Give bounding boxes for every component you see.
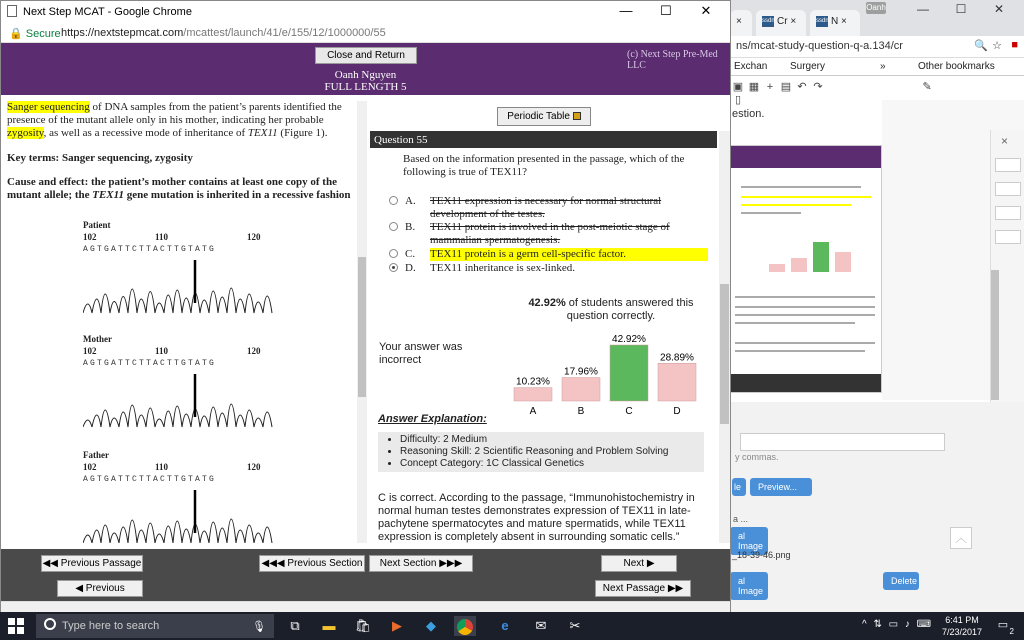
window-title-bar xyxy=(1,1,730,23)
background-hint-text: y commas. xyxy=(735,452,779,462)
text: of DNA samples from the patient’s parents identified the presence of the mutant allele only in his mother, indicating her probable xyxy=(7,101,342,126)
option-letter: D. xyxy=(405,262,416,274)
position-label: 110 xyxy=(155,462,169,472)
store-icon[interactable]: 🛍 xyxy=(354,618,372,633)
chromatogram-figure xyxy=(7,215,357,543)
address-bar[interactable] xyxy=(1,23,730,43)
background-tab-1[interactable] xyxy=(730,10,752,36)
question-scroll-thumb[interactable] xyxy=(720,284,729,424)
base-sequence: AGTGATTCTTACTTGTATG xyxy=(83,245,217,254)
snipping-tool-icon[interactable]: ✂ xyxy=(569,618,581,633)
option-letter: A. xyxy=(405,195,416,207)
position-label: 110 xyxy=(155,232,169,242)
position-label: 120 xyxy=(247,346,261,356)
answer-explanation-pane xyxy=(370,289,717,543)
clock-time: 6:41 PM xyxy=(945,615,979,625)
next-button[interactable]: Next ▶ xyxy=(601,555,677,572)
dialog-field[interactable] xyxy=(995,206,1021,220)
insert-image-button-2[interactable]: al Image xyxy=(730,572,768,600)
gene-name: TEX11 xyxy=(247,127,278,139)
window-title: Next Step MCAT - Google Chrome xyxy=(23,6,192,18)
text: Cause and effect: the patient’s mother contains at least one copy of the mutant allele; the xyxy=(7,176,337,201)
delete-button[interactable]: Delete xyxy=(883,572,919,590)
difficulty: • Difficulty: 2 Medium xyxy=(400,434,704,446)
plus-icon[interactable]: + xyxy=(766,81,774,93)
chromatogram-trace xyxy=(83,255,273,315)
chromatogram-trace xyxy=(83,485,273,543)
answer-option-c[interactable] xyxy=(389,248,719,261)
gene-name: TEX11 xyxy=(92,189,125,201)
close-icon[interactable]: × xyxy=(1001,134,1009,148)
notification-count: 2 xyxy=(1009,627,1014,636)
minimize-icon[interactable]: — xyxy=(619,3,633,18)
cortana-icon xyxy=(44,618,56,630)
maximize-icon[interactable]: ☐ xyxy=(955,2,967,16)
option-text: TEX11 inheritance is sex-linked. xyxy=(430,262,575,274)
exam-title: FULL LENGTH 5 xyxy=(324,81,407,93)
text: (Figure 1). xyxy=(277,127,328,139)
scroll-up-icon[interactable]: ︿ xyxy=(950,527,972,549)
chromatogram-label: Mother xyxy=(83,334,112,344)
tab-close-icon[interactable]: × xyxy=(841,16,847,28)
option-letter: B. xyxy=(405,221,416,233)
bar-value-label: 28.89% xyxy=(660,352,694,364)
next-section-button[interactable]: Next Section ▶▶▶ xyxy=(369,555,473,572)
dialog-field[interactable] xyxy=(995,182,1021,196)
dialog-scrollbar[interactable] xyxy=(991,270,999,400)
bar-d xyxy=(658,363,696,401)
periodic-table-icon xyxy=(573,112,581,120)
windows-taskbar xyxy=(0,612,1024,640)
previous-button[interactable]: ◀ Previous xyxy=(57,580,143,597)
save-icon[interactable]: ▤ xyxy=(780,81,792,93)
background-window-controls xyxy=(904,2,1024,18)
page-icon xyxy=(7,5,17,17)
radio-c[interactable] xyxy=(389,249,398,258)
option-text: TEX11 protein is a germ cell-specific factor. xyxy=(430,248,708,261)
minimize-icon[interactable]: — xyxy=(917,2,929,16)
passage-paragraph xyxy=(7,101,357,140)
media-icon[interactable]: ▦ xyxy=(748,81,760,93)
background-input[interactable] xyxy=(740,433,945,451)
app-icon[interactable]: ◆ xyxy=(426,618,436,633)
system-clock[interactable] xyxy=(942,614,982,638)
tab-close-icon[interactable]: × xyxy=(736,16,742,27)
key-terms: Key terms: Sanger sequencing, zygosity xyxy=(7,152,193,164)
maximize-icon[interactable]: ☐ xyxy=(660,3,672,18)
text: gene mutation is inherited in a recessive fashion xyxy=(124,189,351,201)
search-placeholder: Type here to search xyxy=(62,620,160,632)
tab-label: Cr xyxy=(777,16,788,28)
option-letter: C. xyxy=(405,248,416,260)
answer-option-b[interactable] xyxy=(389,221,719,247)
attachment-filename: _18-39-46.png xyxy=(732,550,791,560)
radio-a[interactable] xyxy=(389,196,398,205)
task-view-icon[interactable]: ⧉ xyxy=(290,618,300,633)
bar-b xyxy=(562,378,600,401)
chromatogram-label: Father xyxy=(83,450,109,460)
position-label: 102 xyxy=(83,346,97,356)
editor-toolbar xyxy=(730,80,950,106)
position-label: 120 xyxy=(247,462,261,472)
microphone-icon[interactable]: 🎙 xyxy=(252,621,266,633)
profile-badge[interactable]: Oanh xyxy=(866,3,886,12)
periodic-label: Periodic Table xyxy=(507,111,570,122)
base-sequence: AGTGATTCTTACTTGTATG xyxy=(83,475,217,484)
reasoning-skill: • Reasoning Skill: 2 Scientific Reasoning and Problem Solving xyxy=(400,446,704,458)
background-address-bar[interactable] xyxy=(700,36,1024,58)
background-le-button[interactable]: le xyxy=(732,478,746,496)
answer-distribution-chart xyxy=(510,325,710,425)
background-thumb-title: a ... xyxy=(733,514,749,524)
chromatogram-label: Patient xyxy=(83,220,111,230)
option-text: TEX11 protein is involved in the post-meiotic stage of mammalian spermatogenesis. xyxy=(430,221,670,246)
thumbnail-chart xyxy=(761,222,871,272)
screenshot-thumbnail[interactable] xyxy=(730,145,882,393)
edge-icon[interactable]: e xyxy=(501,618,509,633)
option-text: TEX11 expression is necessary for normal structural development of the testes. xyxy=(430,195,662,220)
bookmark-surgery[interactable]: Surgery xyxy=(790,61,826,72)
preview-button[interactable]: Preview... xyxy=(750,478,812,496)
insert-image-button[interactable]: al Image xyxy=(730,527,768,555)
highlight[interactable]: Sanger sequencing xyxy=(7,101,90,113)
secure-indicator[interactable] xyxy=(9,27,61,40)
undo-icon[interactable]: ↶ xyxy=(797,81,807,93)
bookmark-exchange[interactable]: Exchan xyxy=(734,61,768,72)
url-text xyxy=(61,27,386,39)
bar-category-label: D xyxy=(673,406,681,417)
concept-category: • Concept Category: 1C Classical Genetics xyxy=(400,458,704,470)
ssdn-favicon-icon: ssdn xyxy=(816,16,828,27)
system-tray[interactable]: ^ ⇅ ▭ ♪ ⌨ xyxy=(862,619,934,630)
close-icon[interactable]: ✕ xyxy=(700,3,712,18)
question-metadata xyxy=(378,432,704,472)
redo-icon[interactable]: ↷ xyxy=(813,81,823,93)
your-answer-status: Your answer was incorrect xyxy=(379,341,463,366)
clock-date: 7/23/2017 xyxy=(942,627,983,637)
dialog-field[interactable] xyxy=(995,158,1021,172)
answer-option-d[interactable] xyxy=(389,262,719,275)
previous-section-button[interactable]: ◀◀◀ Previous Section xyxy=(259,555,365,572)
tab-label: N xyxy=(831,16,839,28)
percent-text: of students answered this question correctly. xyxy=(565,297,694,322)
secure-label: Secure xyxy=(25,28,61,40)
question-number: Question 55 xyxy=(370,131,717,148)
close-icon[interactable]: ✕ xyxy=(993,2,1005,16)
highlight[interactable]: zygosity xyxy=(7,127,44,139)
bar-category-label: B xyxy=(577,406,585,417)
dialog-field[interactable] xyxy=(995,230,1021,244)
ssdn-favicon-icon: ssdn xyxy=(762,16,774,27)
mail-icon[interactable]: ✉ xyxy=(535,618,547,633)
navigation-bar xyxy=(1,549,730,601)
user-name: Oanh Nguyen xyxy=(334,69,397,81)
percent-value: 42.92% xyxy=(528,297,566,309)
bar-a xyxy=(514,388,552,401)
chrome-icon[interactable] xyxy=(454,616,476,636)
radio-b[interactable] xyxy=(389,222,398,231)
bar-value-label: 10.23% xyxy=(516,376,550,388)
bar-value-label: 17.96% xyxy=(564,366,598,378)
periodic-table-button[interactable] xyxy=(497,107,591,126)
media-player-icon[interactable]: ▶ xyxy=(392,618,402,633)
bookmarks-more-icon[interactable]: » xyxy=(880,61,886,72)
bar-category-label: C xyxy=(625,406,633,417)
previous-passage-button[interactable]: ◀◀ Previous Passage xyxy=(41,555,143,572)
question-stem: Based on the information presented in the passage, which of the following is true of TEX11? xyxy=(403,153,685,178)
chromatogram-trace xyxy=(83,369,273,429)
background-url-text: ns/mcat-study-question-q-a.134/cr xyxy=(736,40,903,52)
explanation-body: C is correct. According to the passage, “Immunohistochemistry in normal human testes demonstrates expression of TEX11 in late-pachytene spermatocytes and mature spermatids, while TEX11 expression is completely absent in surrounding somatic cells.” xyxy=(378,492,695,543)
close-and-return-button[interactable]: Close and Return xyxy=(315,47,417,64)
thumbnail-header xyxy=(731,146,882,168)
windows-start-icon[interactable] xyxy=(8,618,24,634)
star-icon[interactable]: ☆ xyxy=(992,40,1002,52)
radio-d[interactable] xyxy=(389,263,398,272)
next-passage-button[interactable]: Next Passage ▶▶ xyxy=(595,580,691,597)
lock-icon: 🔒 xyxy=(9,28,23,40)
thumbnail-footer xyxy=(731,374,882,393)
passage-scroll-thumb[interactable] xyxy=(358,257,366,397)
percent-correct xyxy=(526,297,696,323)
position-label: 102 xyxy=(83,232,97,242)
position-label: 120 xyxy=(247,232,261,242)
window-controls xyxy=(606,3,726,19)
cause-effect xyxy=(7,176,357,202)
search-icon[interactable]: 🔍 xyxy=(974,40,988,52)
taskbar-search-box[interactable] xyxy=(36,614,274,638)
background-tab-3[interactable] xyxy=(810,10,860,36)
url-path: /mcattest/launch/41/e/155/12/1000000/55 xyxy=(183,27,386,39)
position-label: 110 xyxy=(155,346,169,356)
background-tab-2[interactable] xyxy=(756,10,806,36)
tab-close-icon[interactable]: × xyxy=(790,16,797,28)
copyright-text: (c) Next Step Pre-Med LLC xyxy=(627,49,718,71)
bookmarks-bar xyxy=(700,58,1024,76)
extension-icon[interactable]: ■ xyxy=(1011,39,1018,51)
base-sequence: AGTGATTCTTACTTGTATG xyxy=(83,359,217,368)
eraser-icon[interactable]: ✎ xyxy=(922,81,932,93)
image-icon[interactable]: ▣ xyxy=(732,81,744,93)
explanation-heading: Answer Explanation: xyxy=(378,413,487,425)
text: , as well as a recessive mode of inheritance of xyxy=(43,127,248,139)
position-label: 102 xyxy=(83,462,97,472)
background-fragment-text: estion. xyxy=(732,108,765,120)
bookmark-other[interactable]: Other bookmarks xyxy=(918,61,995,72)
file-explorer-icon[interactable]: ▬ xyxy=(322,618,336,633)
bar-c xyxy=(610,345,648,401)
notification-icon[interactable]: ▭ 2 xyxy=(997,619,1014,636)
document-icon[interactable]: ▯ xyxy=(734,94,742,106)
url-host: https://nextstepmcat.com xyxy=(61,27,184,39)
answer-option-a[interactable] xyxy=(389,195,719,221)
bar-category-label: A xyxy=(529,406,537,417)
passage-pane xyxy=(7,101,357,543)
bar-value-label: 42.92% xyxy=(612,334,646,345)
